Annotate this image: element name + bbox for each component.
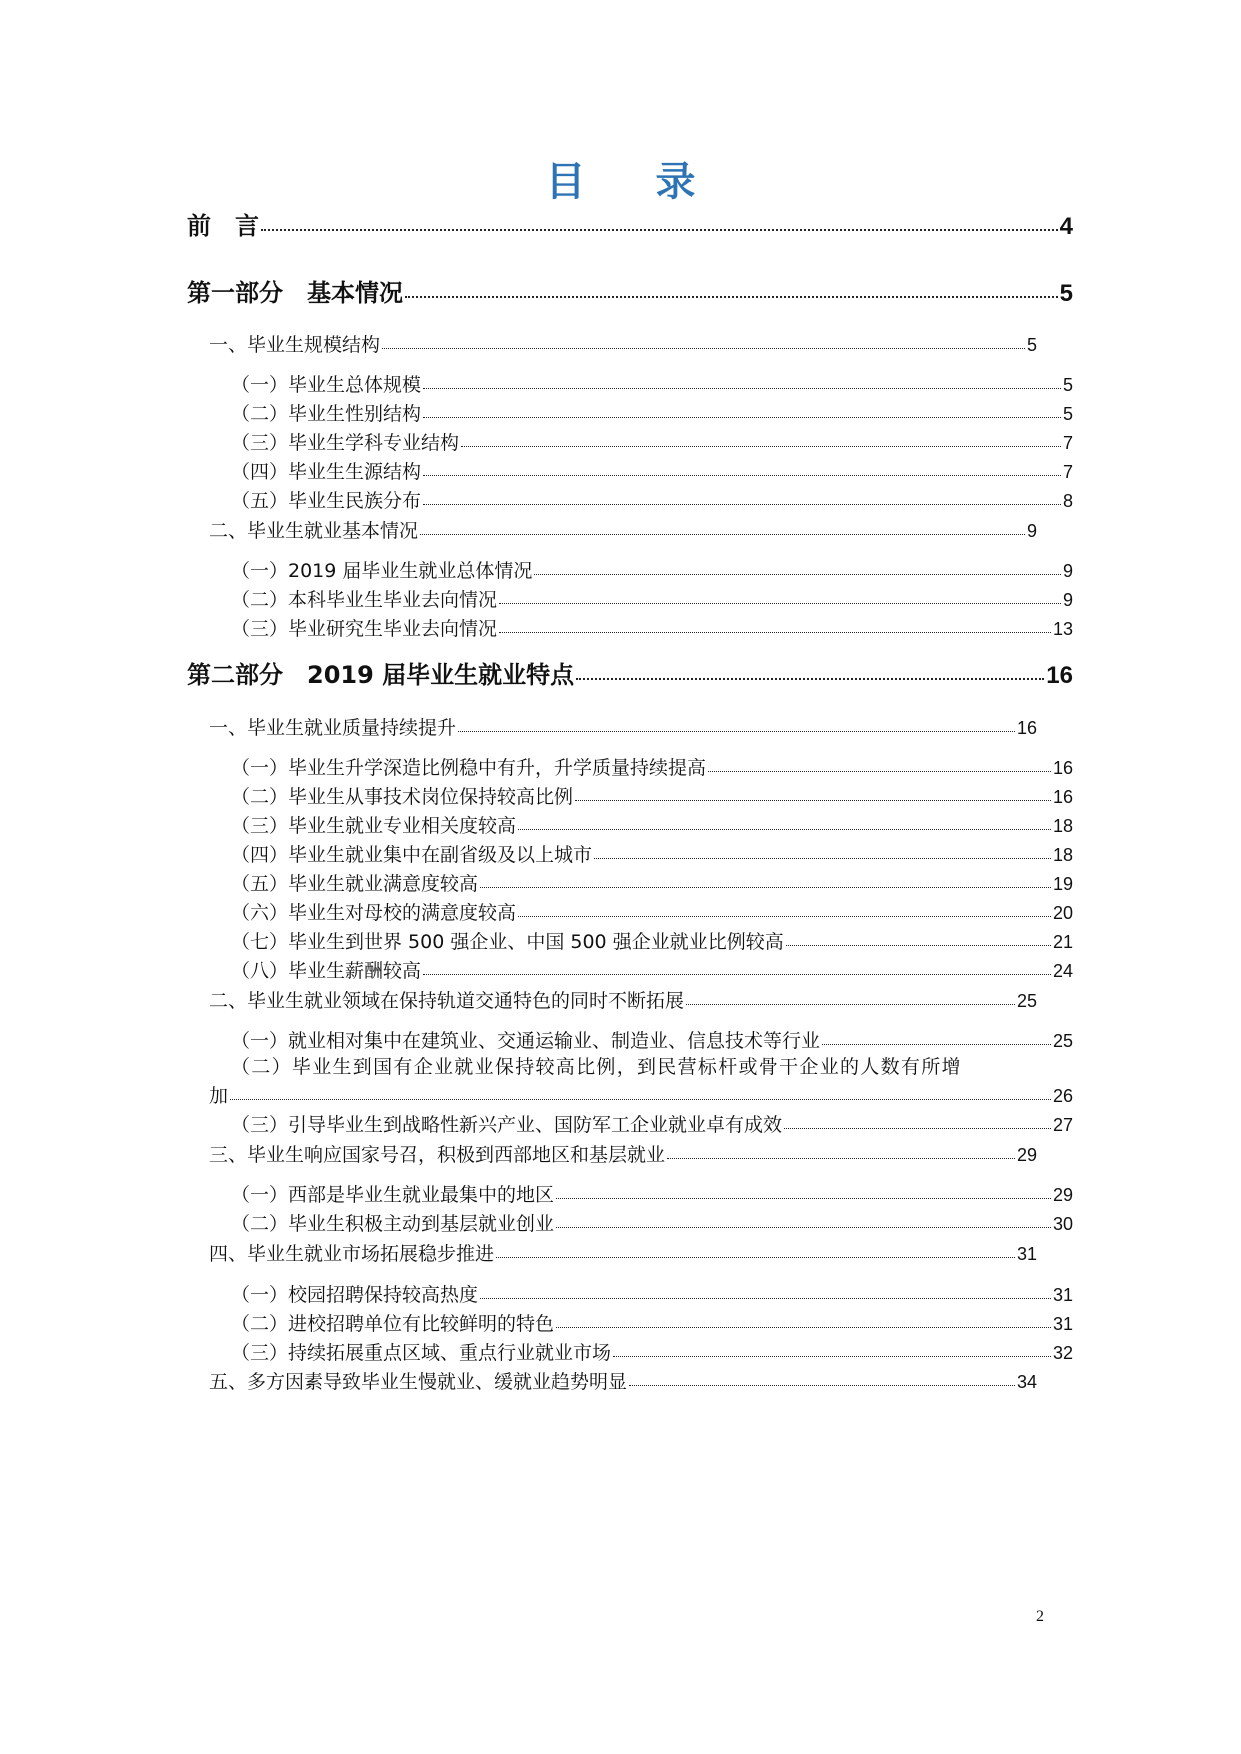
toc-label: 五、多方因素导致毕业生慢就业、缓就业趋势明显: [209, 1371, 628, 1393]
toc-label: （五）毕业生就业满意度较高: [231, 873, 479, 895]
toc-item[interactable]: [231, 811, 1073, 837]
toc-section[interactable]: [209, 1140, 1037, 1166]
dot-leader: [461, 430, 1061, 449]
toc-page: 5: [1062, 375, 1073, 395]
toc-page: 18: [1052, 845, 1073, 865]
toc-item[interactable]: [231, 556, 1073, 582]
toc-item[interactable]: [231, 1180, 1073, 1206]
toc-label: 第一部分 基本情况: [187, 279, 403, 307]
toc-page: 32: [1052, 1343, 1073, 1363]
toc-label: （四）毕业生生源结构: [231, 461, 422, 483]
toc-item[interactable]: [231, 428, 1073, 454]
toc-item[interactable]: [231, 457, 1073, 483]
dot-leader: [784, 1112, 1051, 1131]
page-number: 2: [1036, 1608, 1044, 1625]
toc-title: 目 录: [545, 159, 724, 205]
toc-page: 21: [1052, 932, 1073, 952]
dot-leader: [230, 1083, 1051, 1102]
toc-page: 25: [1016, 991, 1037, 1011]
toc-page: 16: [1052, 758, 1073, 778]
toc-label: （一）就业相对集中在建筑业、交通运输业、制造业、信息技术等行业: [231, 1030, 821, 1052]
dot-leader: [822, 1028, 1051, 1047]
toc-entry-preface[interactable]: [187, 206, 1073, 238]
toc-page: 25: [1052, 1031, 1073, 1051]
toc-item[interactable]: [231, 840, 1073, 866]
toc-item[interactable]: [231, 1110, 1073, 1136]
toc-page: 29: [1052, 1185, 1073, 1205]
dot-leader: [556, 1311, 1051, 1330]
toc-page: 31: [1052, 1314, 1073, 1334]
dot-leader: [629, 1369, 1015, 1388]
dot-leader: [667, 1142, 1015, 1161]
toc-label: 第二部分 2019 届毕业生就业特点: [187, 661, 575, 689]
toc-label: （三）持续拓展重点区域、重点行业就业市场: [231, 1342, 612, 1364]
toc-page: 7: [1062, 462, 1073, 482]
toc-label: （二）进校招聘单位有比较鲜明的特色: [231, 1313, 555, 1335]
dot-leader: [496, 1241, 1015, 1260]
toc-page: 16: [1046, 662, 1073, 689]
toc-item[interactable]: [231, 614, 1073, 640]
dot-leader: [423, 958, 1051, 977]
toc-label: （八）毕业生薪酬较高: [231, 960, 422, 982]
toc-page: 29: [1016, 1145, 1037, 1165]
toc-label: （二）本科毕业生毕业去向情况: [231, 589, 498, 611]
dot-leader: [613, 1340, 1051, 1359]
dot-leader: [423, 372, 1061, 391]
toc-item[interactable]: [231, 486, 1073, 512]
dot-leader: [686, 988, 1015, 1007]
toc-section[interactable]: [209, 713, 1037, 739]
toc-item[interactable]: [231, 1309, 1073, 1335]
toc-section[interactable]: [209, 986, 1037, 1012]
toc-page: 7: [1062, 433, 1073, 453]
toc-item[interactable]: [209, 1081, 1073, 1107]
toc-label: 二、毕业生就业领域在保持轨道交通特色的同时不断拓展: [209, 990, 685, 1012]
toc-page: 13: [1052, 619, 1073, 639]
toc-item[interactable]: [231, 1280, 1073, 1306]
toc-label: （一）西部是毕业生就业最集中的地区: [231, 1184, 555, 1206]
toc-label: 三、毕业生响应国家号召，积极到西部地区和基层就业: [209, 1144, 666, 1166]
toc-label: 一、毕业生就业质量持续提升: [209, 717, 457, 739]
toc-item[interactable]: [231, 927, 1073, 953]
toc-page: 9: [1062, 590, 1073, 610]
dot-leader: [786, 929, 1051, 948]
toc-entry-part2[interactable]: [187, 655, 1073, 687]
toc-page: 31: [1016, 1244, 1037, 1264]
toc-label: （一）毕业生总体规模: [231, 374, 422, 396]
toc-page: 4: [1059, 213, 1073, 240]
toc-label: （二）毕业生从事技术岗位保持较高比例: [231, 786, 574, 808]
toc-page: 31: [1052, 1285, 1073, 1305]
toc-item[interactable]: [231, 782, 1073, 808]
dot-leader: [420, 518, 1025, 537]
toc-page: 5: [1026, 335, 1037, 355]
toc-page: 5: [1059, 280, 1073, 307]
dot-leader: [594, 842, 1051, 861]
dot-leader: [518, 813, 1051, 832]
toc-entry-part1[interactable]: [187, 273, 1073, 305]
toc-section[interactable]: [209, 330, 1037, 356]
toc-item-wrapped-first-line[interactable]: （二）毕业生到国有企业就业保持较高比例，到民营标杆或骨干企业的人数有所增: [231, 1056, 962, 1078]
toc-label: （三）毕业生就业专业相关度较高: [231, 815, 517, 837]
toc-label: 一、毕业生规模结构: [209, 334, 381, 356]
toc-page: 16: [1052, 787, 1073, 807]
toc-label: （一）2019 届毕业生就业总体情况: [231, 560, 533, 582]
toc-item[interactable]: [231, 1026, 1073, 1052]
toc-section[interactable]: [209, 516, 1037, 542]
toc-page: 26: [1052, 1086, 1073, 1106]
toc-label: （一）校园招聘保持较高热度: [231, 1284, 479, 1306]
dot-leader: [480, 871, 1051, 890]
dot-leader: [480, 1282, 1051, 1301]
toc-label: 二、毕业生就业基本情况: [209, 520, 419, 542]
toc-label: 前 言: [187, 212, 259, 240]
toc-item[interactable]: [231, 1338, 1073, 1364]
toc-page: 24: [1052, 961, 1073, 981]
toc-page: 18: [1052, 816, 1073, 836]
toc-label: （六）毕业生对母校的满意度较高: [231, 902, 517, 924]
toc-page: 19: [1052, 874, 1073, 894]
toc-label: （三）毕业研究生毕业去向情况: [231, 618, 498, 640]
toc-label: （三）引导毕业生到战略性新兴产业、国防军工企业就业卓有成效: [231, 1114, 783, 1136]
toc-label: （三）毕业生学科专业结构: [231, 432, 460, 454]
toc-label: （四）毕业生就业集中在副省级及以上城市: [231, 844, 593, 866]
toc-section[interactable]: [209, 1367, 1037, 1393]
toc-page: 20: [1052, 903, 1073, 923]
dot-leader: [423, 488, 1061, 507]
dot-leader: [556, 1211, 1051, 1230]
toc-label: （二）毕业生性别结构: [231, 403, 422, 425]
toc-item[interactable]: [231, 1209, 1073, 1235]
dot-leader: [458, 715, 1015, 734]
toc-item[interactable]: [231, 869, 1073, 895]
toc-label: 加: [209, 1085, 229, 1107]
toc-page: 8: [1062, 491, 1073, 511]
toc-label: （七）毕业生到世界 500 强企业、中国 500 强企业就业比例较高: [231, 931, 784, 953]
toc-item[interactable]: [231, 898, 1073, 924]
dot-leader: [261, 210, 1058, 234]
dot-leader: [499, 616, 1051, 635]
toc-item[interactable]: [231, 753, 1073, 779]
toc-label: （一）毕业生升学深造比例稳中有升，升学质量持续提高: [231, 757, 707, 779]
toc-page: 30: [1052, 1214, 1073, 1234]
dot-leader: [382, 332, 1025, 351]
toc-section[interactable]: [209, 1239, 1037, 1265]
dot-leader: [534, 558, 1061, 577]
dot-leader: [423, 459, 1061, 478]
toc-page: 27: [1052, 1115, 1073, 1135]
toc-page: 9: [1062, 561, 1073, 581]
dot-leader: [575, 784, 1051, 803]
toc-label: （二）毕业生积极主动到基层就业创业: [231, 1213, 555, 1235]
toc-item[interactable]: [231, 370, 1073, 396]
toc-label: 四、毕业生就业市场拓展稳步推进: [209, 1243, 495, 1265]
toc-label: （五）毕业生民族分布: [231, 490, 422, 512]
dot-leader: [405, 277, 1058, 301]
toc-item[interactable]: [231, 956, 1073, 982]
toc-item[interactable]: [231, 399, 1073, 425]
dot-leader: [423, 401, 1061, 420]
dot-leader: [576, 659, 1044, 683]
toc-page: 5: [1062, 404, 1073, 424]
dot-leader: [518, 900, 1051, 919]
toc-page: 9: [1026, 521, 1037, 541]
toc-item[interactable]: [231, 585, 1073, 611]
dot-leader: [708, 755, 1051, 774]
dot-leader: [556, 1182, 1051, 1201]
toc-page: 16: [1016, 718, 1037, 738]
dot-leader: [499, 587, 1061, 606]
toc-page: 34: [1016, 1372, 1037, 1392]
